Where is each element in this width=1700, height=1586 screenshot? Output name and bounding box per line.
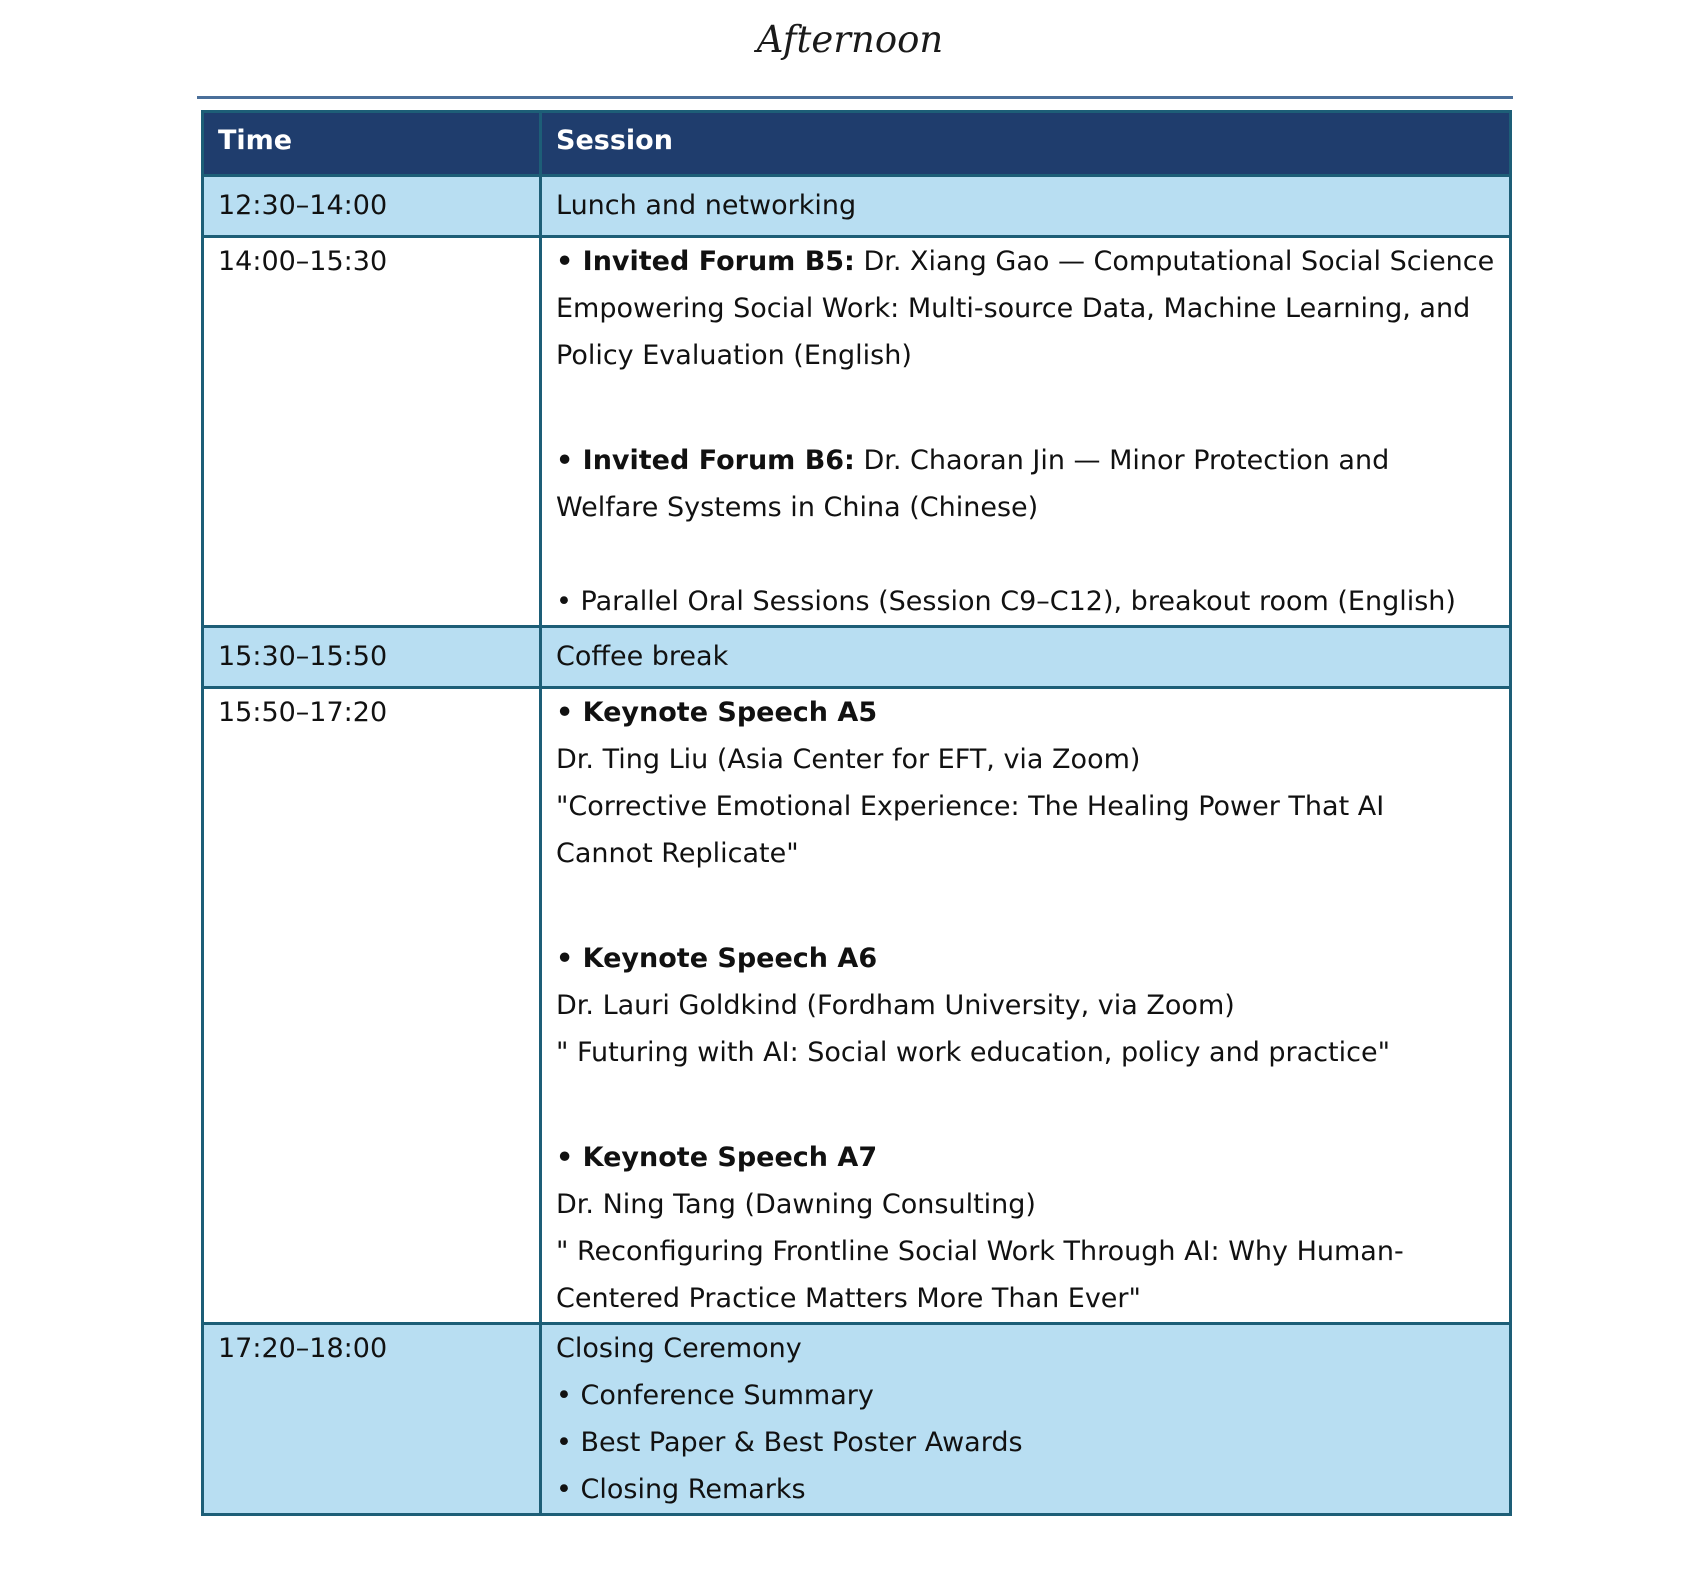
- forum-b5-line2: Empowering Social Work: Multi-source Data, Machine Learning, and: [556, 293, 1471, 324]
- closing-item: • Conference Summary: [556, 1380, 874, 1411]
- time-column-header: Time: [203, 112, 541, 176]
- page-title: Afternoon: [756, 18, 944, 61]
- time-cell: 14:00–15:30: [203, 237, 541, 627]
- session-cell: [541, 688, 1511, 1324]
- table-row-coffee: [203, 627, 1511, 688]
- spacer: [556, 877, 1495, 935]
- forum-b6-line1: [556, 437, 1495, 484]
- forum-b5-label: • Invited Forum B5:: [556, 246, 855, 277]
- keynote-a7-talk-line1: " Reconfiguring Frontline Social Work Through AI: Why Human-: [556, 1236, 1404, 1267]
- session-cell: Coffee break: [541, 627, 1511, 688]
- table-row-forums: [203, 237, 1511, 627]
- keynote-a6-talk-line1: " Futuring with AI: Social work education, policy and practice": [556, 1037, 1391, 1068]
- keynote-a5-talk-line2: Cannot Replicate": [556, 838, 799, 869]
- time-cell: 17:20–18:00: [203, 1324, 541, 1515]
- heading-divider: [197, 96, 1513, 99]
- forum-b6-line2: Welfare Systems in China (Chinese): [556, 492, 1039, 523]
- forum-b5-line1: [556, 238, 1495, 285]
- forum-b5-line3: Policy Evaluation (English): [556, 340, 912, 371]
- session-cell: Lunch and networking: [541, 176, 1511, 237]
- table-row-keynotes: [203, 688, 1511, 1324]
- forum-b6-label: • Invited Forum B6:: [556, 445, 855, 476]
- spacer: [556, 531, 1495, 578]
- forum-b6-text: Dr. Chaoran Jin — Minor Protection and: [854, 445, 1390, 476]
- session-column-header: Session: [541, 112, 1511, 176]
- closing-title: Closing Ceremony: [556, 1333, 802, 1364]
- spacer: [556, 1076, 1495, 1134]
- closing-item: • Closing Remarks: [556, 1474, 806, 1505]
- table-row-lunch: [203, 176, 1511, 237]
- keynote-a5-talk-line1: "Corrective Emotional Experience: The Healing Power That AI: [556, 791, 1385, 822]
- session-cell: [541, 1324, 1511, 1515]
- spacer: [556, 379, 1495, 437]
- keynote-a7-talk-line2: Centered Practice Matters More Than Ever": [556, 1283, 1141, 1314]
- parallel-sessions-line: • Parallel Oral Sessions (Session C9–C12), breakout room (English): [556, 586, 1456, 617]
- keynote-a7-speaker: Dr. Ning Tang (Dawning Consulting): [556, 1189, 1036, 1220]
- keynote-a7-title: • Keynote Speech A7: [556, 1142, 878, 1173]
- time-cell: 15:50–17:20: [203, 688, 541, 1324]
- keynote-a5-title: • Keynote Speech A5: [556, 697, 878, 728]
- closing-item: • Best Paper & Best Poster Awards: [556, 1427, 1023, 1458]
- keynote-a6-title: • Keynote Speech A6: [556, 943, 878, 974]
- keynote-a5-speaker: Dr. Ting Liu (Asia Center for EFT, via Zoom): [556, 744, 1141, 775]
- table-row-closing: [203, 1324, 1511, 1515]
- time-cell: 15:30–15:50: [203, 627, 541, 688]
- keynote-a6-speaker: Dr. Lauri Goldkind (Fordham University, via Zoom): [556, 990, 1235, 1021]
- session-cell: [541, 237, 1511, 627]
- forum-b5-text: Dr. Xiang Gao — Computational Social Science: [854, 246, 1495, 277]
- schedule-table: [201, 110, 1512, 1516]
- time-cell: 12:30–14:00: [203, 176, 541, 237]
- table-header-row: [203, 112, 1511, 176]
